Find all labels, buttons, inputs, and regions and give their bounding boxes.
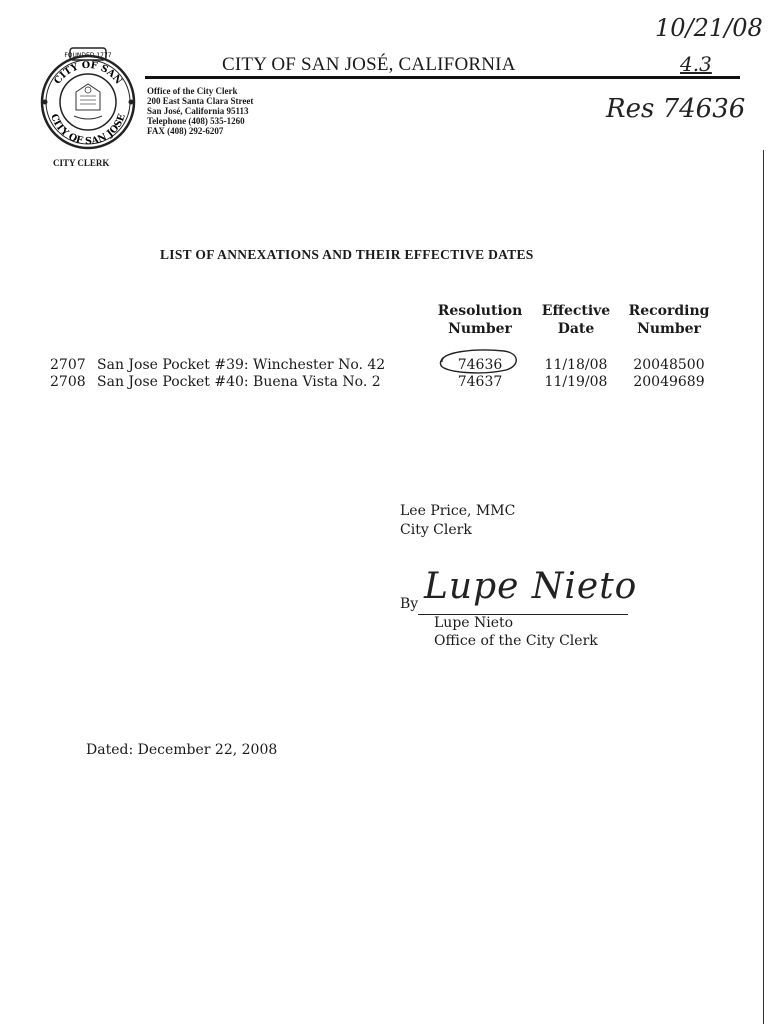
office-line: FAX (408) 292-6207: [147, 126, 224, 136]
office-line: Office of the City Clerk: [147, 86, 238, 96]
header-rule: [145, 76, 740, 79]
clerk-title: City Clerk: [400, 522, 472, 538]
column-header-effective-date: Effective Date: [541, 303, 611, 337]
office-address-block: [147, 86, 253, 136]
signer-office: Office of the City Clerk: [434, 633, 598, 649]
city-clerk-label: CITY CLERK: [53, 158, 110, 168]
handwritten-item-number: 4.3: [680, 52, 712, 76]
handwritten-circle-mark: [434, 346, 524, 376]
seal-ring-top-text: CITY OF SAN: [52, 59, 124, 87]
row-effective-date: 11/18/08: [544, 357, 608, 373]
handwritten-signature: Lupe Nieto: [424, 566, 638, 607]
row-recording-number: 20049689: [633, 374, 705, 390]
document-heading: LIST OF ANNEXATIONS AND THEIR EFFECTIVE DATES: [160, 247, 534, 262]
handwritten-resolution-note: Res 74636: [606, 94, 746, 124]
row-recording-number: 20048500: [633, 357, 705, 373]
handwritten-date: 10/21/08: [655, 14, 763, 42]
by-label: By: [400, 596, 419, 612]
office-line: Telephone (408) 535-1260: [147, 116, 245, 126]
column-header-recording-number: Recording Number: [628, 303, 710, 337]
signer-name: Lupe Nieto: [434, 615, 514, 631]
seal-founded-banner: FOUNDED 1777: [64, 52, 112, 59]
city-seal-logo: [36, 44, 140, 156]
row-effective-date: 11/19/08: [544, 374, 608, 390]
row-resolution-number: 74636: [457, 357, 503, 373]
row-id: 2708: [50, 374, 86, 390]
clerk-name: Lee Price, MMC: [400, 503, 516, 519]
office-line: San José, California 95113: [147, 106, 249, 116]
city-title: CITY OF SAN JOSÉ, CALIFORNIA: [222, 54, 516, 75]
column-header-resolution: Resolution Number: [437, 303, 523, 337]
row-id: 2707: [50, 357, 86, 373]
seal-ring-bottom-text: CITY OF SAN JOSE: [48, 112, 128, 148]
scan-edge-line: [763, 150, 764, 1024]
dated-line: Dated: December 22, 2008: [86, 742, 278, 758]
office-line: 200 East Santa Clara Street: [147, 96, 254, 106]
row-annexation-name: San Jose Pocket #40: Buena Vista No. 2: [97, 374, 381, 390]
row-annexation-name: San Jose Pocket #39: Winchester No. 42: [97, 357, 386, 373]
row-resolution-number: 74637: [457, 374, 503, 390]
